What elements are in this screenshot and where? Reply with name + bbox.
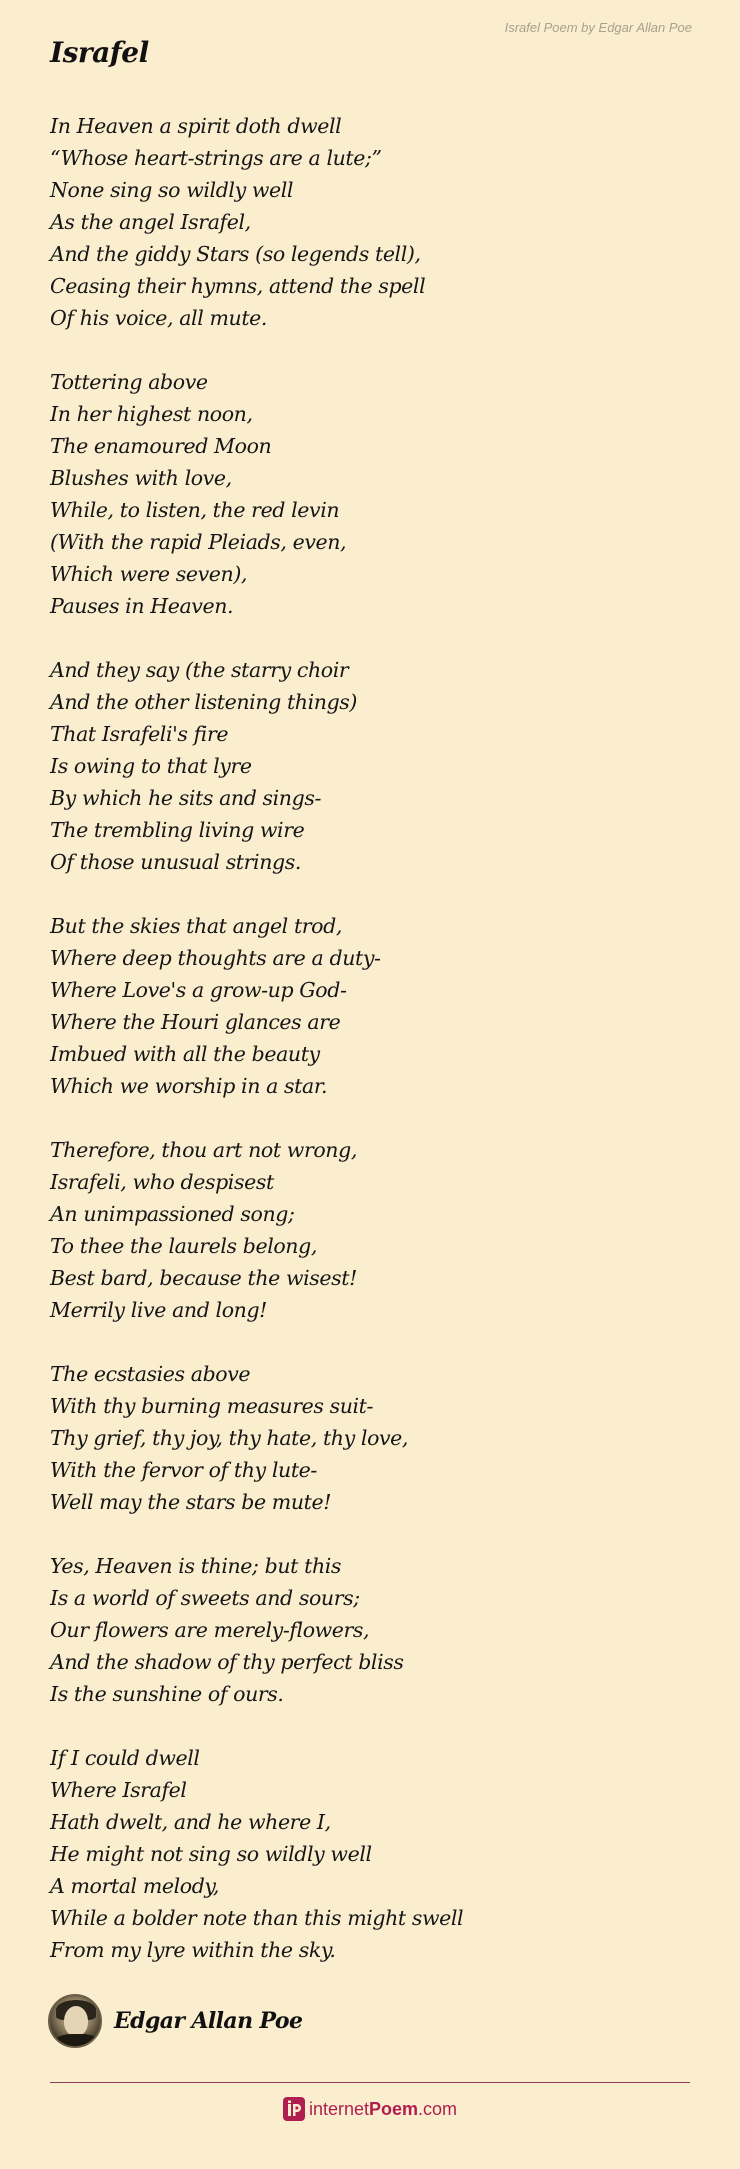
poem-line: Is owing to that lyre [50,754,252,778]
poem-line: The ecstasies above [50,1362,251,1386]
poem-line: The enamoured Moon [50,434,272,458]
poem-line: And the giddy Stars (so legends tell), [50,242,421,266]
poem-line: A mortal melody, [50,1874,220,1898]
poem-line: Of those unusual strings. [50,850,301,874]
poem-line: Merrily live and long! [50,1298,268,1322]
ip-logo-icon [283,2097,305,2121]
author-avatar[interactable] [48,1994,102,2048]
poem-body [50,110,690,1998]
poem-line: That Israfeli's fire [50,722,229,746]
poem-line: Best bard, because the wisest! [50,1266,357,1290]
stanza [50,1358,690,1518]
poem-line: The trembling living wire [50,818,305,842]
poem-line: If I could dwell [50,1746,200,1770]
stanza [50,1742,690,1966]
poem-line: As the angel Israfel, [50,210,251,234]
stanza [50,1134,690,1326]
poem-line: Israfeli, who despisest [50,1170,274,1194]
poem-line: Ceasing their hymns, attend the spell [50,274,426,298]
poem-line: By which he sits and sings- [50,786,321,810]
poem-line: From my lyre within the sky. [50,1938,336,1962]
poem-line: Where Israfel [50,1778,187,1802]
poem-line: Well may the stars be mute! [50,1490,332,1514]
poem-line: And the other listening things) [50,690,358,714]
poem-line: Where deep thoughts are a duty- [50,946,381,970]
poem-line: Of his voice, all mute. [50,306,268,330]
poem-line: Our flowers are merely-flowers, [50,1618,370,1642]
poem-line: Imbued with all the beauty [50,1042,320,1066]
poem-line: None sing so wildly well [50,178,294,202]
poem-credit: Israfel Poem by Edgar Allan Poe [504,20,692,35]
poem-line: Hath dwelt, and he where I, [50,1810,331,1834]
stanza [50,654,690,878]
poem-line: Where Love's a grow-up God- [50,978,347,1002]
poem-line: While a bolder note than this might swell [50,1906,464,1930]
stanza [50,366,690,622]
poem-line: In Heaven a spirit doth dwell [50,114,342,138]
poem-line: Which we worship in a star. [50,1074,328,1098]
poem-line: “Whose heart-strings are a lute;” [50,146,382,170]
poem-line: Is a world of sweets and sours; [50,1586,360,1610]
brand-name[interactable]: internetPoem.com [308,2098,458,2119]
poem-line: Yes, Heaven is thine; but this [50,1554,342,1578]
poem-title: Israfel [50,36,149,69]
poem-line: To thee the laurels belong, [50,1234,317,1258]
poem-line: (With the rapid Pleiads, even, [50,530,347,554]
stanza [50,110,690,334]
poem-line: Tottering above [50,370,208,394]
poem-line: And the shadow of thy perfect bliss [50,1650,404,1674]
author-block[interactable] [48,1994,302,2048]
poem-line: Is the sunshine of ours. [50,1682,284,1706]
poem-line: But the skies that angel trod, [50,914,342,938]
poem-line: With the fervor of thy lute- [50,1458,317,1482]
stanza [50,910,690,1102]
site-logo[interactable] [0,2097,740,2121]
poem-line: He might not sing so wildly well [50,1842,372,1866]
poem-line: Therefore, thou art not wrong, [50,1138,357,1162]
stanza [50,1550,690,1710]
poem-line: Blushes with love, [50,466,232,490]
poem-line: An unimpassioned song; [50,1202,295,1226]
poem-line: Which were seven), [50,562,248,586]
poem-line: Pauses in Heaven. [50,594,234,618]
poem-line: While, to listen, the red levin [50,498,340,522]
poem-line: Where the Houri glances are [50,1010,341,1034]
poem-line: In her highest noon, [50,402,253,426]
poem-line: And they say (the starry choir [50,658,349,682]
footer-divider [50,2082,690,2083]
author-name[interactable]: Edgar Allan Poe [114,2008,303,2034]
poem-line: Thy grief, thy joy, thy hate, thy love, [50,1426,409,1450]
poem-line: With thy burning measures suit- [50,1394,374,1418]
